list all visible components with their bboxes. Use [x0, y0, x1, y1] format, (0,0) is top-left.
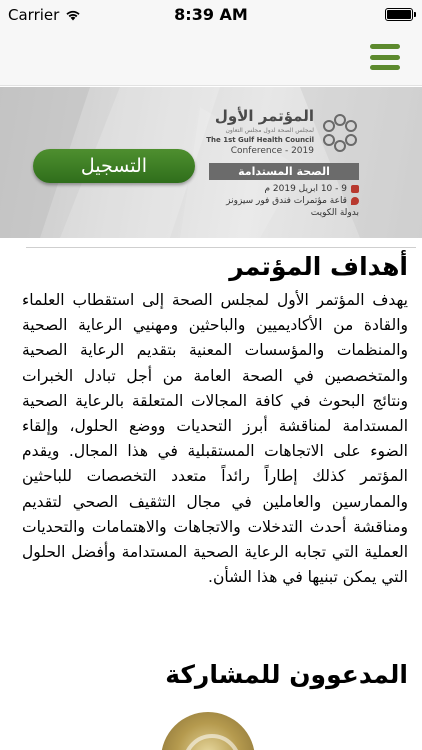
conference-logo-icon [320, 113, 360, 153]
conference-country: بدولة الكويت [310, 208, 359, 218]
venue-row [226, 196, 359, 206]
menu-bar [370, 44, 400, 49]
conference-venue: قاعة مؤتمرات فندق فور سيزونز [226, 196, 347, 206]
status-time: 8:39 AM [174, 5, 248, 24]
carrier-label: Carrier [8, 6, 60, 24]
conference-theme: الصحة المستدامة [209, 163, 359, 180]
goals-title: أهداف المؤتمر [229, 252, 408, 281]
app-header [0, 30, 422, 86]
menu-bar [370, 55, 400, 60]
battery-icon [385, 8, 413, 21]
menu-bar [370, 65, 400, 70]
conference-title-en-line1: The 1st Gulf Health Council [206, 136, 314, 144]
conference-banner [0, 87, 422, 238]
location-pin-icon [351, 197, 359, 205]
conference-title-en-line2: Conference - 2019 [230, 146, 314, 156]
participants-title: المدعوون للمشاركة [165, 660, 408, 689]
goals-paragraph: يهدف المؤتمر الأول لمجلس الصحة إلى استقطاب العلماء والقادة من الأكاديميين والباحثين ومهنيي الرعاية الصحية والمنظمات والمؤسسات المعنية بتقديم الرعاية الصحية والمتخصصين في الصحة العامة من أجل تبادل الخبرات ونتائج البحوث في كافة المجالات المتعلقة بالرعاية الصحية المستدامة لمناقشة أبرز التحديات ووضع الحلول، وإلقاء الضوء على الاتجاهات المستقبلية في هذا المجال. ويقدم المؤتمر كذلك إطاراً رائداً متعدد التخصصات للباحثين والممارسين والعاملين في مجال التثقيف الصحي لتقديم ومناقشة أحدث التدخلات والاتجاهات والاهتمامات والتحديات العملية التي تجابه الرعاية الصحية المستدامة وأفضل الحلول التي يمكن تبنيها في هذا الشأن. [22, 291, 408, 587]
conference-subtitle-ar: لمجلس الصحة لدول مجلس التعاون [225, 127, 314, 134]
section-divider [26, 247, 416, 248]
conference-date: 9 - 10 ابريل 2019 م [264, 184, 347, 194]
hamburger-menu-icon[interactable] [370, 44, 400, 70]
battery-level [387, 10, 411, 19]
status-bar [0, 0, 422, 30]
conference-title-ar: المؤتمر الأول [214, 107, 314, 125]
date-row [264, 184, 359, 194]
country-row [311, 208, 359, 218]
calendar-icon [351, 185, 359, 193]
register-button[interactable]: التسجيل [33, 149, 195, 183]
participants-emblem-image [161, 712, 255, 750]
